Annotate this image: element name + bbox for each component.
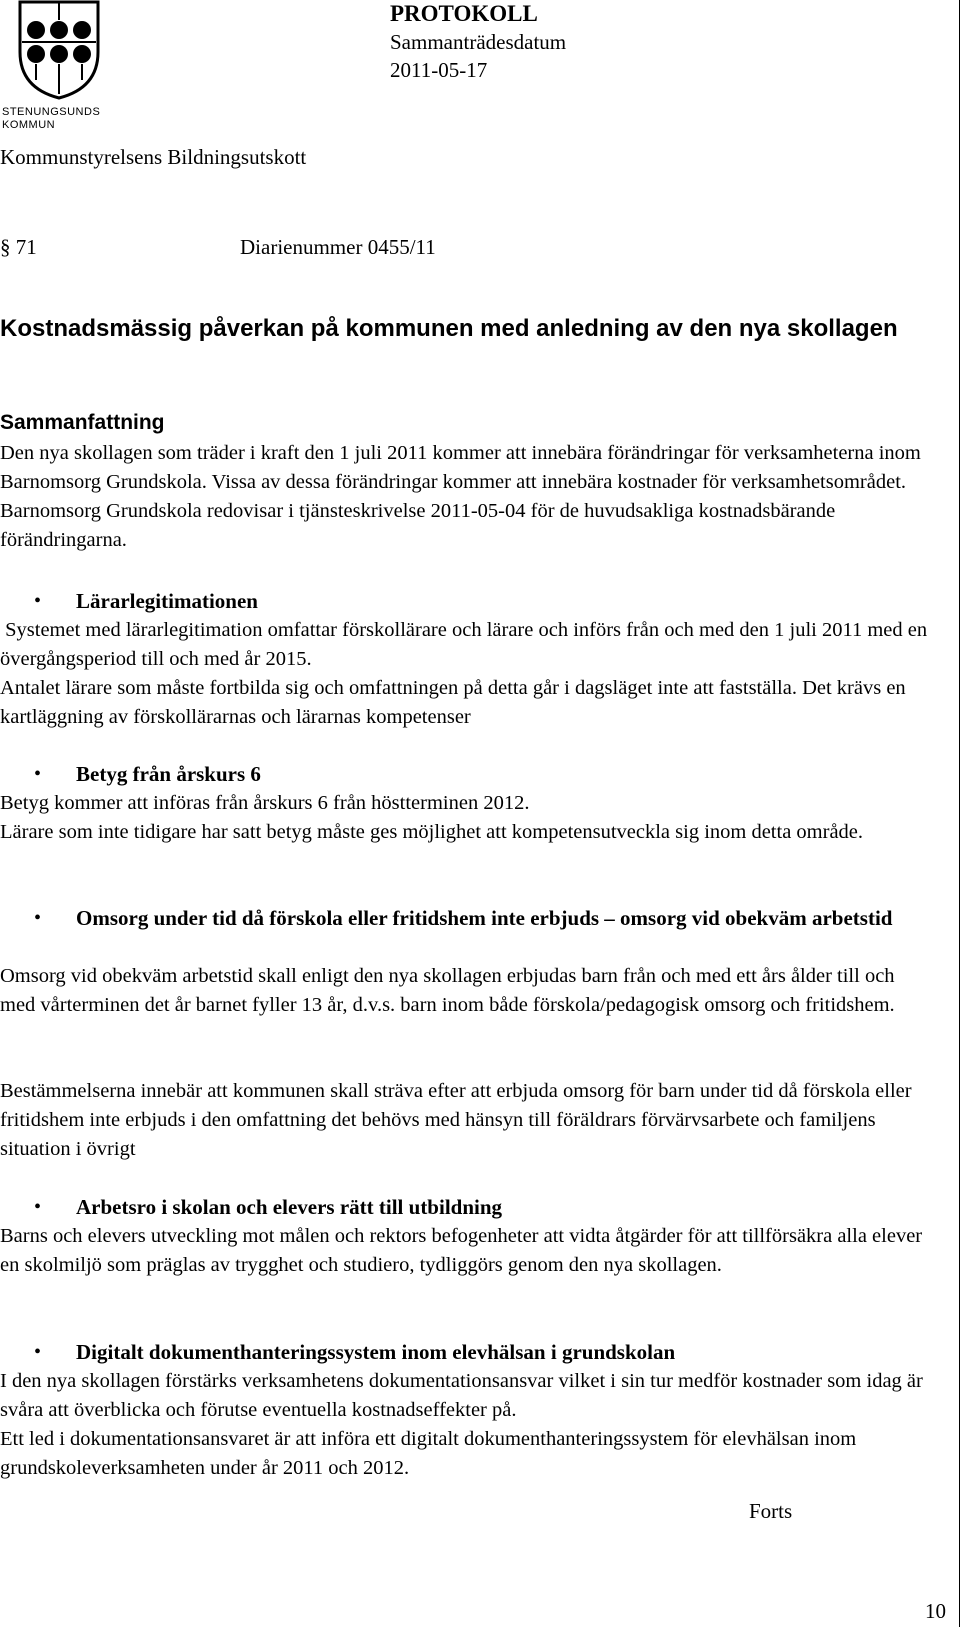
municipality-logo [0, 0, 118, 130]
bullet-paragraph: Systemet med lärarlegitimation omfattar förskollärare och lärare och införs från och med den 1 juli 2011 med en övergångsperiod till och med år 2015. [0, 619, 933, 670]
bullet-heading: Digitalt dokumenthanteringssystem inom elevhälsan i grundskolan [76, 1340, 676, 1364]
logo-text [0, 106, 118, 132]
bullet-item [0, 904, 930, 962]
summary-heading: Sammanfattning [0, 411, 165, 434]
bullet-heading: Lärarlegitimationen [76, 589, 258, 613]
committee-name: Kommunstyrelsens Bildningsutskott [0, 145, 307, 169]
coat-of-arms-icon [0, 0, 118, 100]
section-number: § 71 [0, 235, 37, 259]
summary-text: Den nya skollagen som träder i kraft den 1 juli 2011 kommer att innebära förändringar för verksamheterna inom Barnomsorg Grundskola. Vissa av dessa förändringar kommer att innebära kostnader för verksamhetsområdet. Barnomsorg Grundskola redovisar i tjänsteskrivelse 2011-05-04 för de huvudsakliga kostnadsbärande förändringarna. [0, 442, 921, 551]
bullet-paragraph: Omsorg vid obekväm arbetstid skall enligt den nya skollagen erbjudas barn från och med ett års ålder till och med vårterminen det år barnet fyller 13 år, d.v.s. barn inom både förskola/pedagogisk omsorg och fritidshem. [0, 965, 895, 1016]
bullet-heading: Arbetsro i skolan och elevers rätt till utbildning [76, 1195, 503, 1219]
bullet-icon: • [34, 763, 42, 785]
bullet-paragraph: Antalet lärare som måste fortbilda sig och omfattningen på detta går i dagsläget inte att fastställa. Det krävs en kartläggning av förskollärarnas och lärarnas kompetenser [0, 677, 906, 728]
continued-label: Forts [749, 1499, 793, 1523]
bullet-paragraph: Betyg kommer att införas från årskurs 6 från höstterminen 2012. [0, 792, 530, 814]
bullet-item [0, 760, 930, 789]
bullet-item [0, 1338, 930, 1367]
page-number: 10 [925, 1599, 946, 1623]
diary-number: Diarienummer 0455/11 [240, 235, 436, 259]
bullet-heading: Omsorg under tid då förskola eller fritidshem inte erbjuds – omsorg vid obekväm arbetstid [76, 906, 893, 930]
bullet-paragraph: Barns och elevers utveckling mot målen och rektors befogenheter att vidta åtgärder för att tillförsäkra alla elever en skolmiljö som präglas av trygghet och studiero, tydliggörs genom den nya skollagen. [0, 1225, 923, 1276]
bullet-paragraph: Lärare som inte tidigare har satt betyg måste ges möjlighet att kompetensutveckla sig inom detta område. [0, 821, 864, 843]
meeting-date-label: Sammanträdesdatum [390, 30, 567, 54]
bullet-item [0, 1193, 930, 1222]
bullet-paragraph: Ett led i dokumentationsansvaret är att införa ett digitalt dokumenthanteringssystem för elevhälsan inom grundskoleverksamheten under år 2011 och 2012. [0, 1428, 857, 1479]
document-type: PROTOKOLL [390, 1, 538, 26]
regulations-paragraph: Bestämmelserna innebär att kommunen skall sträva efter att erbjuda omsorg för barn under tid då förskola eller fritidshem inte erbjuds i den omfattning det behövs med hänsyn till föräldrars förvärvsarbete och familjens situation i övrigt [0, 1080, 912, 1160]
logo-text-line2: KOMMUN [2, 119, 56, 131]
bullet-icon: • [34, 907, 42, 929]
bullet-item [0, 587, 930, 616]
section-title: Kostnadsmässig påverkan på kommunen med anledning av den nya skollagen [0, 315, 898, 342]
bullet-heading: Betyg från årskurs 6 [76, 762, 261, 786]
bullet-paragraph: I den nya skollagen förstärks verksamhetens dokumentationsansvar vilket i sin tur medför kostnader som idag är svåra att överblicka och förutse eventuella kostnadseffekter på. [0, 1370, 923, 1421]
logo-text-line1: STENUNGSUNDS [2, 106, 101, 118]
bullet-icon: • [34, 1341, 42, 1363]
bullet-icon: • [34, 590, 42, 612]
bullet-icon: • [34, 1196, 42, 1218]
meeting-date-value: 2011-05-17 [390, 58, 488, 82]
